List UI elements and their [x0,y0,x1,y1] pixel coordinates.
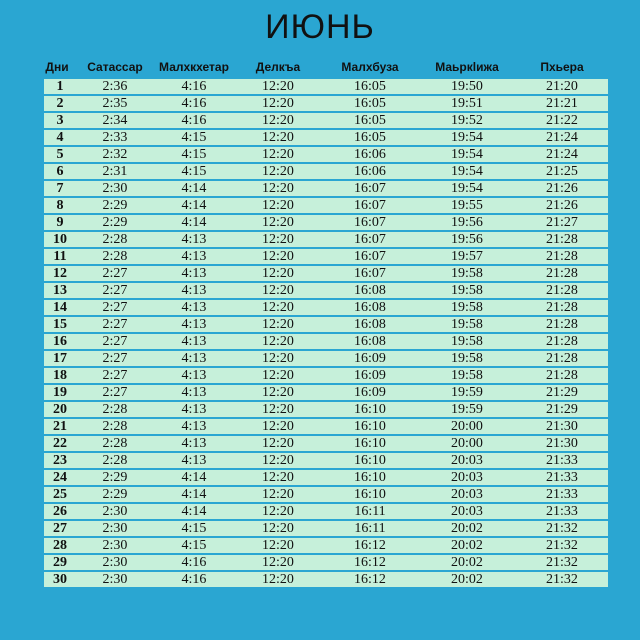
satassar-cell: 2:27 [102,368,128,383]
malkhbuza-cell: 16:10 [354,402,386,417]
malkhbuza-cell: 16:05 [354,96,386,111]
satassar-cell: 2:30 [102,504,128,519]
pkhera-cell: 21:25 [546,164,578,179]
pkhera-cell: 21:33 [546,504,578,519]
day-cell: 13 [53,283,67,298]
pkhera-cell: 21:28 [546,300,578,315]
pkhera-cell: 21:28 [546,266,578,281]
table-row [44,402,608,417]
table-row [44,164,608,179]
satassar-cell: 2:29 [102,470,128,485]
delkya-cell: 12:20 [262,113,294,128]
malkhkhetar-cell: 4:13 [181,402,207,417]
day-cell: 2 [56,96,64,111]
pkhera-cell: 21:26 [546,181,578,196]
table-row [44,130,608,145]
page-title: ИЮНЬ [265,8,375,46]
satassar-cell: 2:27 [102,385,128,400]
malkhbuza-cell: 16:11 [354,521,386,536]
table-row [44,538,608,553]
malkhkhetar-cell: 4:13 [181,453,207,468]
malkhkhetar-cell: 4:14 [181,198,207,213]
table-row [44,521,608,536]
delkya-cell: 12:20 [262,79,294,94]
satassar-cell: 2:33 [102,130,128,145]
table-row [44,419,608,434]
table-row [44,300,608,315]
malkhkhetar-cell: 4:16 [181,96,207,111]
malkhkhetar-cell: 4:13 [181,266,207,281]
malkhkhetar-cell: 4:15 [181,164,207,179]
pkhera-cell: 21:26 [546,198,578,213]
pkhera-cell: 21:28 [546,368,578,383]
markizha-cell: 20:02 [451,572,483,587]
markizha-cell: 20:03 [451,470,483,485]
malkhbuza-cell: 16:09 [354,351,386,366]
malkhbuza-cell: 16:12 [354,538,386,553]
markizha-cell: 19:56 [451,215,483,230]
malkhkhetar-cell: 4:13 [181,317,207,332]
delkya-cell: 12:20 [262,198,294,213]
table-row [44,470,608,485]
malkhbuza-cell: 16:07 [354,249,386,264]
day-cell: 9 [56,215,64,230]
markizha-cell: 20:03 [451,504,483,519]
malkhbuza-cell: 16:11 [354,504,386,519]
day-cell: 5 [56,147,64,162]
day-cell: 30 [53,572,67,587]
day-cell: 29 [53,555,67,570]
delkya-cell: 12:20 [262,402,294,417]
delkya-cell: 12:20 [262,130,294,145]
malkhkhetar-cell: 4:13 [181,232,207,247]
satassar-cell: 2:36 [102,79,128,94]
satassar-cell: 2:28 [102,419,128,434]
pkhera-cell: 21:29 [546,385,578,400]
table-row [44,504,608,519]
delkya-cell: 12:20 [262,521,294,536]
delkya-cell: 12:20 [262,436,294,451]
pkhera-cell: 21:24 [546,147,578,162]
header-delkya: Делкъа [255,60,301,74]
day-cell: 18 [53,368,67,383]
day-cell: 24 [53,470,67,485]
pkhera-cell: 21:29 [546,402,578,417]
table-row [44,351,608,366]
malkhbuza-cell: 16:12 [354,572,386,587]
satassar-cell: 2:28 [102,402,128,417]
malkhkhetar-cell: 4:13 [181,351,207,366]
table-row [44,79,608,94]
malkhkhetar-cell: 4:15 [181,130,207,145]
markizha-cell: 20:03 [451,487,483,502]
day-cell: 27 [53,521,67,536]
satassar-cell: 2:29 [102,487,128,502]
table-row [44,215,608,230]
table-row [44,181,608,196]
delkya-cell: 12:20 [262,249,294,264]
markizha-cell: 19:59 [451,402,483,417]
satassar-cell: 2:30 [102,572,128,587]
header-markizha: Маьркlижа [435,60,499,74]
day-cell: 23 [53,453,67,468]
day-cell: 14 [53,300,67,315]
markizha-cell: 19:50 [451,79,483,94]
delkya-cell: 12:20 [262,181,294,196]
malkhbuza-cell: 16:06 [354,164,386,179]
delkya-cell: 12:20 [262,164,294,179]
markizha-cell: 19:56 [451,232,483,247]
day-cell: 19 [53,385,67,400]
header-malkhkhetar: Малхкхетар [159,60,229,74]
table-row [44,113,608,128]
pkhera-cell: 21:30 [546,419,578,434]
delkya-cell: 12:20 [262,487,294,502]
malkhbuza-cell: 16:10 [354,436,386,451]
malkhkhetar-cell: 4:15 [181,521,207,536]
satassar-cell: 2:32 [102,147,128,162]
pkhera-cell: 21:27 [546,215,578,230]
pkhera-cell: 21:33 [546,487,578,502]
delkya-cell: 12:20 [262,453,294,468]
malkhkhetar-cell: 4:13 [181,368,207,383]
malkhkhetar-cell: 4:13 [181,300,207,315]
malkhkhetar-cell: 4:16 [181,555,207,570]
malkhkhetar-cell: 4:16 [181,79,207,94]
table-row [44,249,608,264]
satassar-cell: 2:27 [102,300,128,315]
day-cell: 28 [53,538,67,553]
satassar-cell: 2:30 [102,181,128,196]
table-row [44,334,608,349]
delkya-cell: 12:20 [262,334,294,349]
table-row [44,368,608,383]
delkya-cell: 12:20 [262,147,294,162]
day-cell: 17 [53,351,67,366]
day-cell: 16 [53,334,67,349]
malkhkhetar-cell: 4:15 [181,147,207,162]
malkhkhetar-cell: 4:15 [181,538,207,553]
delkya-cell: 12:20 [262,317,294,332]
delkya-cell: 12:20 [262,555,294,570]
table-row [44,232,608,247]
pkhera-cell: 21:21 [546,96,578,111]
malkhbuza-cell: 16:06 [354,147,386,162]
satassar-cell: 2:30 [102,538,128,553]
malkhbuza-cell: 16:08 [354,283,386,298]
markizha-cell: 19:54 [451,181,483,196]
malkhkhetar-cell: 4:13 [181,436,207,451]
pkhera-cell: 21:28 [546,232,578,247]
pkhera-cell: 21:22 [546,113,578,128]
table-row [44,436,608,451]
satassar-cell: 2:30 [102,521,128,536]
satassar-cell: 2:28 [102,453,128,468]
table-row [44,317,608,332]
satassar-cell: 2:27 [102,283,128,298]
satassar-cell: 2:27 [102,351,128,366]
header-satassar: Сатассар [87,60,143,74]
pkhera-cell: 21:32 [546,538,578,553]
markizha-cell: 19:52 [451,113,483,128]
pkhera-cell: 21:28 [546,351,578,366]
satassar-cell: 2:28 [102,436,128,451]
markizha-cell: 19:54 [451,147,483,162]
delkya-cell: 12:20 [262,538,294,553]
malkhbuza-cell: 16:09 [354,368,386,383]
table-header [38,60,610,78]
satassar-cell: 2:27 [102,266,128,281]
table-row [44,283,608,298]
malkhkhetar-cell: 4:16 [181,113,207,128]
day-cell: 22 [53,436,67,451]
delkya-cell: 12:20 [262,385,294,400]
markizha-cell: 19:54 [451,164,483,179]
markizha-cell: 19:58 [451,317,483,332]
malkhbuza-cell: 16:08 [354,317,386,332]
pkhera-cell: 21:32 [546,572,578,587]
day-cell: 1 [56,79,64,94]
delkya-cell: 12:20 [262,470,294,485]
malkhkhetar-cell: 4:14 [181,215,207,230]
delkya-cell: 12:20 [262,572,294,587]
markizha-cell: 19:57 [451,249,483,264]
table-row [44,572,608,587]
pkhera-cell: 21:24 [546,130,578,145]
satassar-cell: 2:29 [102,198,128,213]
malkhbuza-cell: 16:10 [354,453,386,468]
satassar-cell: 2:35 [102,96,128,111]
delkya-cell: 12:20 [262,215,294,230]
day-cell: 11 [53,249,67,264]
pkhera-cell: 21:28 [546,334,578,349]
markizha-cell: 19:58 [451,266,483,281]
satassar-cell: 2:29 [102,215,128,230]
malkhbuza-cell: 16:10 [354,419,386,434]
day-cell: 20 [53,402,67,417]
malkhbuza-cell: 16:10 [354,470,386,485]
malkhkhetar-cell: 4:14 [181,181,207,196]
satassar-cell: 2:28 [102,249,128,264]
malkhbuza-cell: 16:07 [354,215,386,230]
pkhera-cell: 21:33 [546,470,578,485]
day-cell: 8 [56,198,64,213]
delkya-cell: 12:20 [262,266,294,281]
satassar-cell: 2:34 [102,113,128,128]
malkhbuza-cell: 16:12 [354,555,386,570]
pkhera-cell: 21:20 [546,79,578,94]
delkya-cell: 12:20 [262,351,294,366]
day-cell: 10 [53,232,67,247]
pkhera-cell: 21:28 [546,249,578,264]
malkhbuza-cell: 16:05 [354,79,386,94]
markizha-cell: 20:00 [451,436,483,451]
malkhbuza-cell: 16:08 [354,300,386,315]
delkya-cell: 12:20 [262,504,294,519]
delkya-cell: 12:20 [262,232,294,247]
markizha-cell: 19:58 [451,368,483,383]
malkhbuza-cell: 16:05 [354,130,386,145]
malkhbuza-cell: 16:09 [354,385,386,400]
malkhbuza-cell: 16:07 [354,266,386,281]
day-cell: 3 [56,113,64,128]
satassar-cell: 2:28 [102,232,128,247]
malkhbuza-cell: 16:07 [354,181,386,196]
day-cell: 15 [53,317,67,332]
malkhkhetar-cell: 4:13 [181,334,207,349]
malkhkhetar-cell: 4:13 [181,283,207,298]
malkhbuza-cell: 16:07 [354,198,386,213]
delkya-cell: 12:20 [262,368,294,383]
day-cell: 21 [53,419,67,434]
markizha-cell: 20:02 [451,538,483,553]
table-row [44,385,608,400]
satassar-cell: 2:27 [102,317,128,332]
delkya-cell: 12:20 [262,419,294,434]
delkya-cell: 12:20 [262,283,294,298]
markizha-cell: 19:54 [451,130,483,145]
pkhera-cell: 21:32 [546,521,578,536]
table-row [44,487,608,502]
malkhkhetar-cell: 4:14 [181,470,207,485]
header-pkhera: Пхьера [540,60,584,74]
pkhera-cell: 21:28 [546,283,578,298]
table-row [44,96,608,111]
malkhkhetar-cell: 4:13 [181,385,207,400]
header-malkhbuza: Малхбуза [341,60,399,74]
malkhbuza-cell: 16:08 [354,334,386,349]
malkhbuza-cell: 16:05 [354,113,386,128]
table-row [44,453,608,468]
day-cell: 4 [56,130,64,145]
delkya-cell: 12:20 [262,96,294,111]
day-cell: 25 [53,487,67,502]
markizha-cell: 19:58 [451,300,483,315]
malkhkhetar-cell: 4:13 [181,419,207,434]
markizha-cell: 20:02 [451,555,483,570]
pkhera-cell: 21:28 [546,317,578,332]
markizha-cell: 19:58 [451,283,483,298]
day-cell: 6 [56,164,64,179]
pkhera-cell: 21:33 [546,453,578,468]
markizha-cell: 19:55 [451,198,483,213]
malkhkhetar-cell: 4:14 [181,504,207,519]
malkhkhetar-cell: 4:16 [181,572,207,587]
day-cell: 12 [53,266,67,281]
delkya-cell: 12:20 [262,300,294,315]
markizha-cell: 19:58 [451,334,483,349]
day-cell: 26 [53,504,67,519]
malkhkhetar-cell: 4:13 [181,249,207,264]
malkhkhetar-cell: 4:14 [181,487,207,502]
markizha-cell: 20:03 [451,453,483,468]
satassar-cell: 2:31 [102,164,128,179]
markizha-cell: 19:59 [451,385,483,400]
table-body [44,79,608,589]
markizha-cell: 19:51 [451,96,483,111]
markizha-cell: 20:00 [451,419,483,434]
table-row [44,198,608,213]
pkhera-cell: 21:30 [546,436,578,451]
malkhbuza-cell: 16:07 [354,232,386,247]
day-cell: 7 [56,181,64,196]
table-row [44,555,608,570]
table-row [44,266,608,281]
pkhera-cell: 21:32 [546,555,578,570]
malkhbuza-cell: 16:10 [354,487,386,502]
markizha-cell: 19:58 [451,351,483,366]
satassar-cell: 2:30 [102,555,128,570]
header-days: Дни [45,60,69,74]
markizha-cell: 20:02 [451,521,483,536]
table-row [44,147,608,162]
satassar-cell: 2:27 [102,334,128,349]
